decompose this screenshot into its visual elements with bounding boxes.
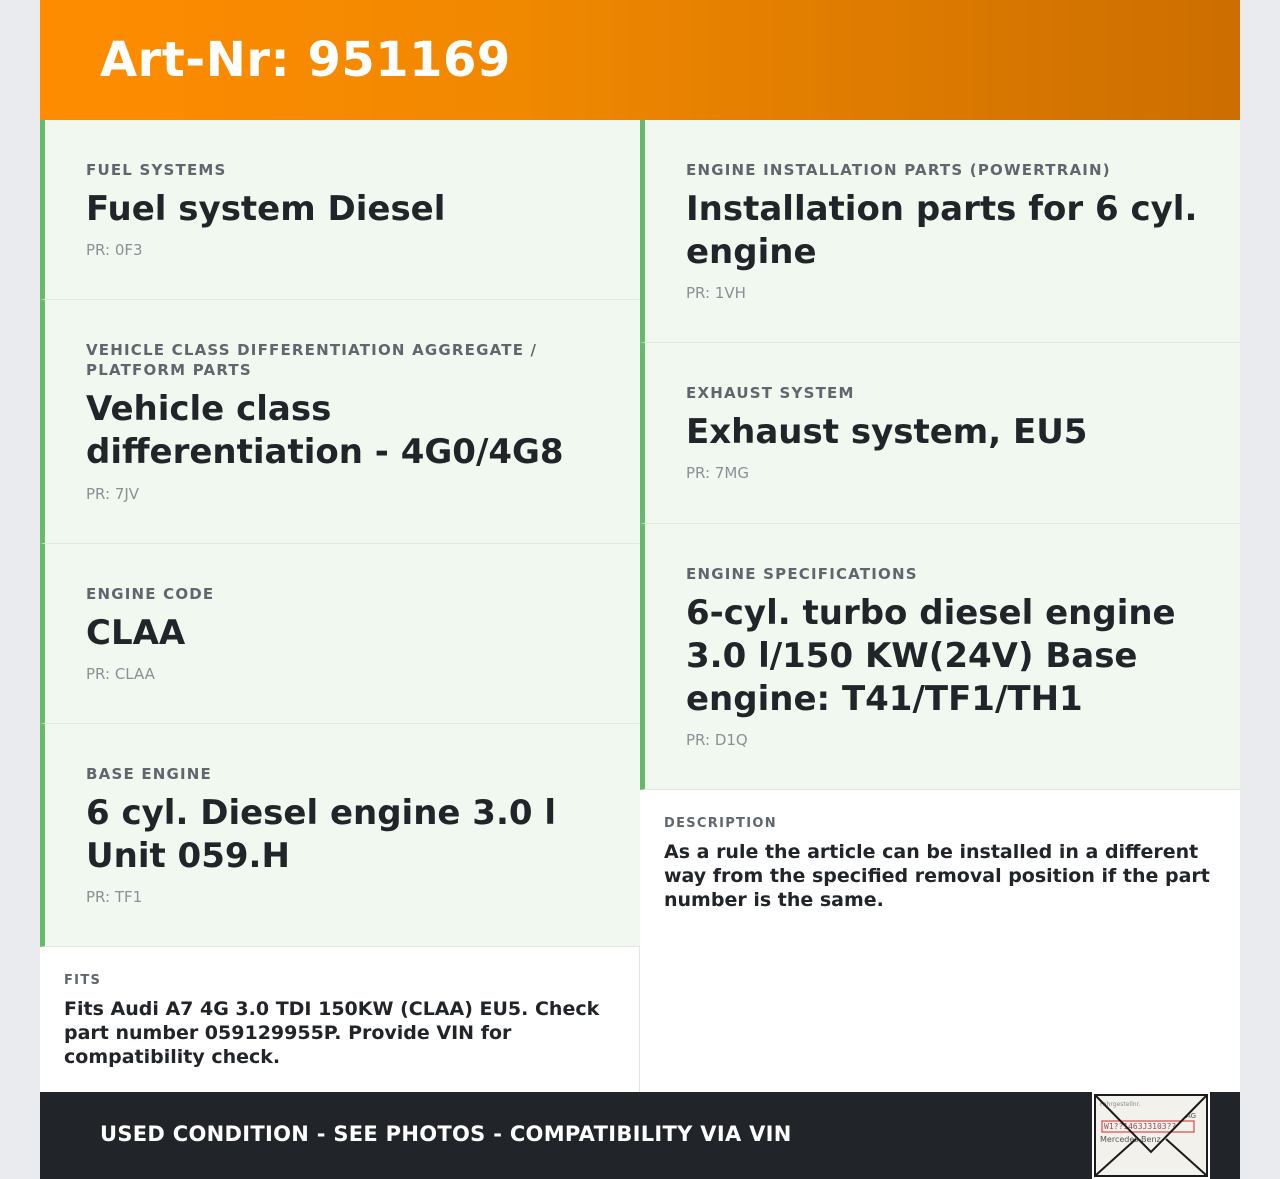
attribute-pr-code: PR: 7JV: [86, 485, 140, 503]
left-column: [40, 120, 640, 1092]
footer-condition-text: USED CONDITION - SEE PHOTOS - COMPATIBILITY VIA VIN: [100, 1122, 792, 1146]
thumbnail-vin-text: W1??1463J3103??: [1104, 1122, 1177, 1131]
attribute-category: ENGINE INSTALLATION PARTS (POWERTRAIN): [686, 161, 1111, 179]
attribute-pr-code: PR: 1VH: [686, 284, 746, 302]
attribute-pr-code: PR: D1Q: [686, 731, 748, 749]
attribute-category: EXHAUST SYSTEM: [686, 384, 855, 402]
description-section: [640, 790, 1240, 1092]
description-label: DESCRIPTION: [664, 816, 777, 831]
attribute-pr-code: PR: 7MG: [686, 464, 749, 482]
footer-bar: [40, 1092, 1240, 1179]
product-sheet: [40, 0, 1240, 1179]
thumbnail-corner-text: AG: [1186, 1112, 1197, 1120]
attribute-title: 6 cyl. Diesel engine 3.0 l Unit 059.H: [86, 793, 557, 876]
right-column: [640, 120, 1240, 1092]
attribute-card-base-engine: [40, 724, 640, 947]
attribute-title: Exhaust system, EU5: [686, 412, 1088, 452]
attribute-category: FUEL SYSTEMS: [86, 161, 227, 179]
attribute-pr-code: PR: 0F3: [86, 241, 143, 259]
attribute-card-vehicle-class: [40, 300, 640, 544]
attribute-title: 6-cyl. turbo diesel engine 3.0 l/150 KW(24V) Base engine: T41/TF1/TH1: [686, 593, 1176, 719]
attribute-title: Fuel system Diesel: [86, 189, 446, 229]
description-text: As a rule the article can be installed in a different way from the specified removal position if the part number is the same.: [664, 841, 1210, 911]
fits-section: [40, 947, 640, 1092]
fits-label: FITS: [64, 973, 102, 988]
attribute-card-installation-parts: [640, 120, 1240, 343]
attribute-category: ENGINE CODE: [86, 585, 215, 603]
fits-text: Fits Audi A7 4G 3.0 TDI 150KW (CLAA) EU5. Check part number 059129955P. Provide VIN for compatibility check.: [64, 998, 600, 1068]
attribute-pr-code: PR: CLAA: [86, 665, 155, 683]
part-label-thumbnail[interactable]: [1092, 1092, 1210, 1179]
article-number-title: Art-Nr: 951169: [100, 32, 511, 88]
attribute-pr-code: PR: TF1: [86, 888, 143, 906]
header-bar: [40, 0, 1240, 120]
attribute-card-exhaust-system: [640, 343, 1240, 524]
attribute-category: ENGINE SPECIFICATIONS: [686, 565, 918, 583]
attribute-title: Installation parts for 6 cyl. engine: [686, 189, 1198, 272]
attributes-grid: [40, 120, 1240, 1092]
attribute-category: VEHICLE CLASS DIFFERENTIATION AGGREGATE / PLATFORM PARTS: [86, 341, 538, 379]
attribute-card-engine-specifications: [640, 524, 1240, 790]
attribute-card-engine-code: [40, 544, 640, 724]
label-photo-image: [1094, 1094, 1208, 1177]
attribute-category: BASE ENGINE: [86, 765, 213, 783]
attribute-title: CLAA: [86, 613, 186, 653]
attribute-title: Vehicle class differentiation - 4G0/4G8: [86, 389, 564, 472]
svg-text:Fahrgestellnr.: Fahrgestellnr.: [1100, 1101, 1141, 1108]
attribute-card-fuel-systems: [40, 120, 640, 300]
thumbnail-brand-text: Mercedes-Benz: [1100, 1135, 1161, 1144]
